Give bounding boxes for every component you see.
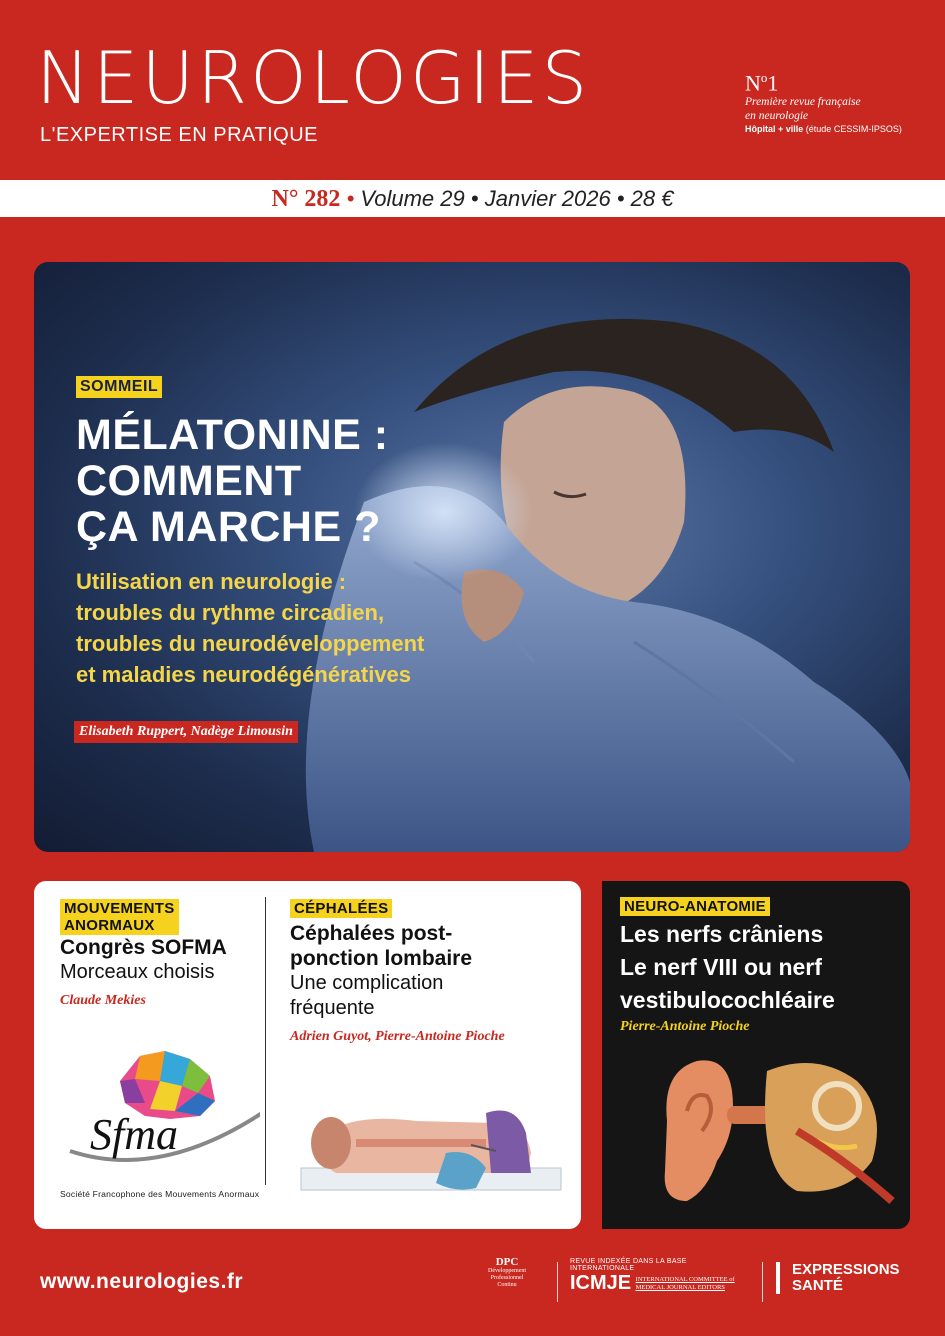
article-subhead: Morceaux choisis <box>60 961 215 983</box>
column-divider <box>265 897 266 1185</box>
magazine-title: NEUROLOGIES <box>36 36 591 120</box>
issue-number: N° 282 <box>271 186 341 212</box>
issue-info-bar <box>0 180 945 217</box>
headline-line: ponction lombaire <box>290 947 473 970</box>
article-author: Pierre-Antoine Pioche <box>620 1019 750 1034</box>
icmje-logo <box>570 1258 750 1295</box>
icmje-name: ICMJE <box>570 1272 632 1294</box>
icmje-top: REVUE INDEXÉE DANS LA BASE INTERNATIONALE <box>570 1258 687 1272</box>
article-author: Claude Mekies <box>60 993 146 1008</box>
issue-sep-3: • <box>616 186 625 211</box>
articles-panel <box>34 881 581 1229</box>
headline-line: Céphalées post- <box>290 922 453 945</box>
hero-subtitle <box>76 566 424 690</box>
hero-subtitle-line: et maladies neurodégénératives <box>76 662 412 687</box>
dpc-line: Continu <box>497 1282 517 1288</box>
masthead <box>0 0 945 180</box>
publisher-logo <box>776 1262 900 1294</box>
article-headline <box>290 921 570 971</box>
sleeping-woman-image <box>34 262 910 852</box>
badge-line1: Première revue française <box>745 96 861 109</box>
issue-volume: Volume 29 <box>360 186 465 211</box>
article-headline <box>620 918 900 1017</box>
dpc-logo <box>467 1256 547 1289</box>
tag-line: ANORMAUX <box>64 917 155 934</box>
dpc-line: Développement <box>488 1268 526 1274</box>
publisher-line: SANTÉ <box>792 1277 843 1294</box>
hero-subtitle-line: troubles du neurodéveloppement <box>76 631 425 656</box>
issue-date: Janvier 2026 <box>484 186 611 211</box>
article-headline: Congrès SOFMA <box>60 936 227 959</box>
hero-subtitle-line: Utilisation en neurologie : <box>76 569 347 594</box>
article-category-tag: CÉPHALÉES <box>290 899 392 918</box>
article-category-tag <box>60 899 179 935</box>
subhead-line: Une complication <box>290 972 444 994</box>
headline-line: Les nerfs crâniens <box>620 921 824 947</box>
hero-title-line: COMMENT <box>76 457 302 505</box>
badge-rank: N <box>745 70 761 96</box>
cover-feature[interactable] <box>34 262 910 852</box>
dpc-line: Professionnel <box>490 1275 524 1281</box>
sfma-caption: Société Francophone des Mouvements Anormaux <box>60 1189 260 1199</box>
article-cephalees[interactable] <box>290 899 570 1045</box>
article-sofma[interactable] <box>60 899 270 1009</box>
publisher-line: EXPRESSIONS <box>792 1261 900 1278</box>
lumbar-puncture-illustration <box>296 1093 566 1208</box>
badge-rank-sup: o <box>760 70 768 85</box>
article-category-tag: NEURO-ANATOMIE <box>620 897 770 916</box>
footer-divider <box>762 1262 763 1302</box>
badge-note: (étude CESSIM-IPSOS) <box>805 124 902 135</box>
magazine-tagline: L'EXPERTISE EN PRATIQUE <box>40 124 318 146</box>
ear-anatomy-illustration <box>647 1051 897 1211</box>
badge-rank-num: 1 <box>767 70 779 96</box>
hero-title <box>76 412 496 550</box>
headline-line: Le nerf VIII ou nerf <box>620 954 822 980</box>
hero-title-line: ÇA MARCHE ? <box>76 503 381 551</box>
sfma-logo <box>60 1041 260 1181</box>
hero-subtitle-line: troubles du rythme circadien, <box>76 600 385 625</box>
neuro-anatomy-panel[interactable] <box>602 881 910 1229</box>
badge-line3: Hôpital + ville <box>745 124 804 135</box>
issue-price: 28 € <box>630 186 674 211</box>
tag-line: MOUVEMENTS <box>64 900 175 917</box>
ranking-badge <box>745 66 935 135</box>
dpc-title: DPC <box>495 1256 519 1268</box>
footer-divider <box>557 1262 558 1302</box>
icmje-full: INTERNATIONAL COMMITTEE of MEDICAL JOURNAL EDITORS <box>635 1275 735 1291</box>
hero-authors: Elisabeth Ruppert, Nadège Limousin <box>74 721 298 743</box>
subhead-line: fréquente <box>290 997 375 1019</box>
sfma-logo-text: Sfma <box>90 1110 178 1159</box>
article-author: Adrien Guyot, Pierre-Antoine Pioche <box>290 1029 505 1044</box>
hero-title-line: MÉLATONINE : <box>76 411 389 459</box>
headline-line: vestibulocochléaire <box>620 987 835 1013</box>
issue-sep-1: • <box>346 186 355 211</box>
article-subhead <box>290 971 570 1021</box>
issue-sep-2: • <box>470 186 479 211</box>
badge-line2: en neurologie <box>745 110 809 123</box>
website-link[interactable]: www.neurologies.fr <box>40 1270 244 1293</box>
hero-category-tag: SOMMEIL <box>76 376 162 398</box>
